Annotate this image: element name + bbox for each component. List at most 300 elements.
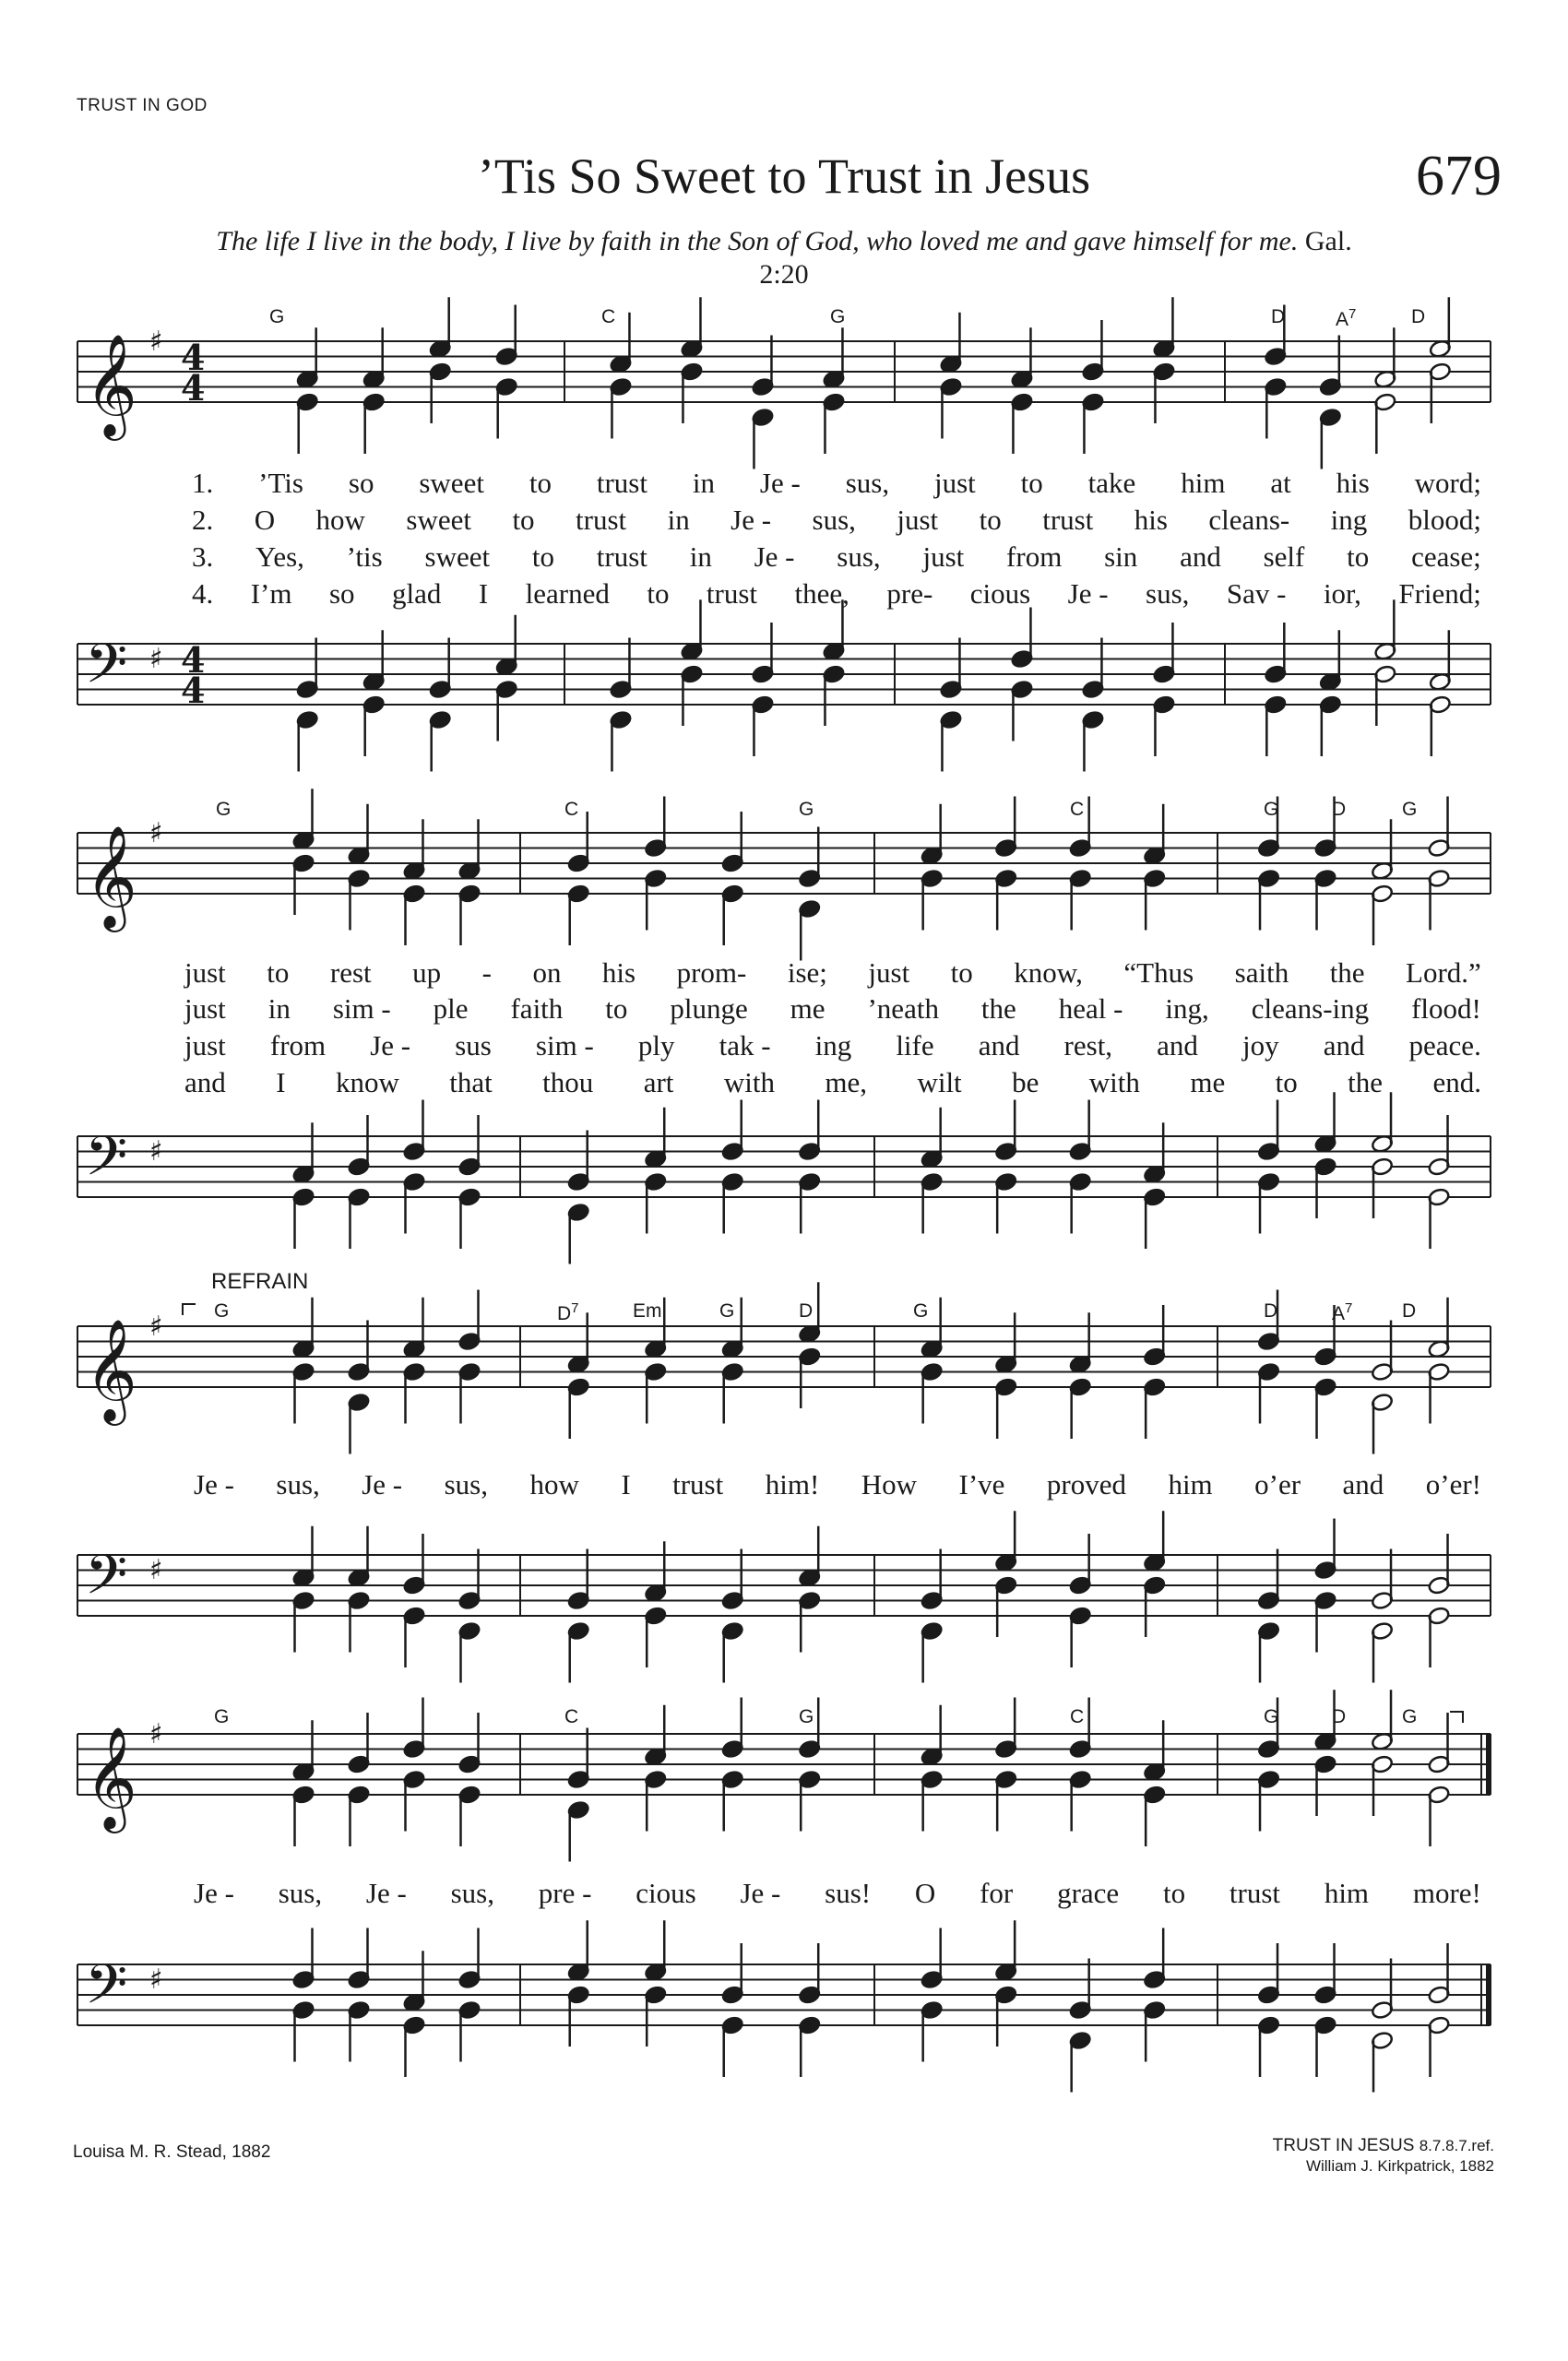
lyric-syllable: up	[412, 956, 442, 989]
note	[296, 392, 319, 454]
note	[644, 1541, 667, 1603]
note	[994, 1312, 1017, 1374]
lyric-syllable: know	[335, 1066, 399, 1098]
sharp-icon: ♯	[149, 817, 163, 849]
note	[348, 1713, 371, 1774]
note	[721, 1698, 744, 1760]
note	[921, 869, 944, 931]
note	[994, 1770, 1017, 1832]
note	[1428, 1785, 1451, 1846]
note	[458, 1115, 481, 1177]
note	[296, 710, 319, 772]
note	[458, 1290, 481, 1352]
note	[644, 1705, 667, 1767]
sharp-icon: ♯	[149, 1135, 163, 1168]
note	[1143, 1122, 1166, 1184]
lyric-syllable: so	[348, 467, 374, 499]
lyric-syllable: Je -	[370, 1029, 411, 1062]
note	[567, 1377, 590, 1439]
lyric-syllable: -	[481, 956, 492, 989]
lyric-syllable: Lord.”	[1406, 956, 1481, 989]
note	[1371, 884, 1394, 945]
note	[292, 1928, 315, 1990]
note	[1069, 1770, 1092, 1832]
note	[752, 623, 775, 684]
note	[1428, 1298, 1451, 1359]
lyric-syllable: peace.	[1408, 1029, 1481, 1062]
note	[1082, 638, 1105, 700]
lyric-syllable: learned	[525, 577, 610, 610]
note	[1257, 1770, 1280, 1832]
lyric-syllable: just	[868, 956, 910, 989]
lyric-syllable: pre -	[538, 1877, 592, 1909]
lyric-syllable: Je -	[740, 1877, 781, 1909]
note	[1143, 1720, 1166, 1782]
lyric-syllable: Je -	[194, 1877, 234, 1909]
time-signature: 4	[181, 367, 206, 409]
note	[994, 1985, 1017, 2047]
lyric-syllable: heal -	[1058, 992, 1123, 1025]
note	[1143, 804, 1166, 866]
note	[1371, 1959, 1394, 2021]
note	[292, 2000, 315, 2062]
lyric-syllable: how	[529, 1468, 579, 1501]
lyric-syllable: art	[643, 1066, 674, 1098]
lyric-syllable: Je -	[754, 540, 795, 573]
note	[921, 1928, 944, 1990]
chord-symbol: G	[719, 1300, 735, 1322]
chord-symbol: $A^7$	[1332, 1300, 1353, 1324]
chord-symbol: C	[601, 306, 616, 327]
chord-symbol: G	[214, 1706, 230, 1727]
note	[921, 1362, 944, 1424]
note	[567, 1621, 590, 1683]
lyric-syllable: 2.	[192, 504, 214, 536]
note	[429, 710, 452, 772]
note	[921, 1705, 944, 1767]
lyric-syllable: tak -	[719, 1029, 771, 1062]
note	[994, 1100, 1017, 1162]
note	[348, 2000, 371, 2062]
note	[823, 327, 846, 389]
note	[403, 1606, 426, 1667]
sharp-icon: ♯	[149, 1311, 163, 1343]
note	[721, 884, 744, 945]
note	[610, 377, 633, 439]
note	[1371, 1321, 1394, 1382]
note	[348, 1785, 371, 1846]
chord-symbol: C	[1070, 799, 1085, 820]
lyric-syllable: his	[601, 956, 636, 989]
note	[721, 1621, 744, 1683]
note	[1428, 1606, 1451, 1667]
treble-clef-icon: 𝄞	[85, 1726, 137, 1829]
lyric-syllable: me	[790, 992, 826, 1025]
note	[1143, 1785, 1166, 1846]
note	[798, 1591, 821, 1653]
note	[798, 1943, 821, 2005]
note	[292, 1122, 315, 1184]
lyric-syllable: him	[1181, 467, 1226, 499]
lyric-syllable: I	[621, 1468, 631, 1501]
note	[721, 1770, 744, 1832]
note	[644, 1920, 667, 1982]
lyric-syllable: trust	[672, 1468, 724, 1501]
bass-clef-icon: 𝄢	[85, 1542, 128, 1620]
treble-clef-icon: 𝄞	[85, 1318, 137, 1421]
lyric-syllable: and	[1323, 1029, 1365, 1062]
note	[403, 819, 426, 881]
lyric-syllable: sus,	[1146, 577, 1190, 610]
note	[994, 1172, 1017, 1234]
note	[403, 1100, 426, 1162]
note	[1069, 1172, 1092, 1234]
note	[567, 1728, 590, 1790]
lyric-syllable: to	[267, 956, 290, 989]
lyric-syllable: ing	[1330, 504, 1368, 536]
note	[567, 1800, 590, 1862]
lyric-syllable: to	[1347, 540, 1370, 573]
lyric-syllable: plunge	[670, 992, 748, 1025]
lyric-syllable: in	[689, 540, 712, 573]
chord-symbol: G	[1264, 799, 1279, 820]
chord-symbol: C	[1070, 1706, 1085, 1727]
note	[921, 1172, 944, 1234]
lyric-syllable: to	[1275, 1066, 1298, 1098]
note	[1143, 1928, 1166, 1990]
note	[1153, 694, 1176, 756]
lyric-syllable: Sav -	[1226, 577, 1287, 610]
note	[458, 1621, 481, 1683]
lyric-syllable: from	[1006, 540, 1063, 573]
note	[1153, 623, 1176, 684]
note	[458, 819, 481, 881]
lyric-syllable: o’er!	[1425, 1468, 1481, 1501]
lyric-syllable: sim -	[332, 992, 391, 1025]
lyric-syllable: just	[933, 467, 976, 499]
note	[1143, 1511, 1166, 1572]
lyric-syllable: prom-	[676, 956, 747, 989]
lyric-syllable: word;	[1414, 467, 1481, 499]
lyric-syllable: o’er	[1254, 1468, 1301, 1501]
lyric-syllable: that	[449, 1066, 493, 1098]
lyric-syllable: self	[1263, 540, 1305, 573]
lyric-syllable: cleans-ing	[1251, 992, 1370, 1025]
note	[752, 408, 775, 469]
lyric-syllable: glad	[392, 577, 442, 610]
note	[1011, 392, 1034, 454]
sharp-icon: ♯	[149, 1964, 163, 1996]
sharp-icon: ♯	[149, 1554, 163, 1586]
note	[798, 1172, 821, 1234]
chord-symbol: D	[1411, 306, 1426, 327]
note	[403, 1298, 426, 1359]
note	[1429, 297, 1452, 359]
note	[644, 1770, 667, 1832]
chord-symbol: G	[1264, 1706, 1279, 1727]
note	[994, 1920, 1017, 1982]
note	[940, 710, 963, 772]
lyric-syllable: 4.	[192, 577, 214, 610]
note	[362, 630, 386, 692]
lyric-syllable: me	[1190, 1066, 1226, 1098]
lyric-syllable: faith	[510, 992, 564, 1025]
note	[994, 869, 1017, 931]
note	[495, 305, 518, 367]
note	[292, 1187, 315, 1249]
note	[1264, 377, 1287, 439]
lyric-line	[184, 992, 1481, 1026]
note	[1314, 1591, 1337, 1653]
note	[1069, 1959, 1092, 2021]
note	[1428, 869, 1451, 931]
lyric-syllable: trust	[596, 540, 647, 573]
note	[1429, 694, 1452, 756]
note	[798, 1100, 821, 1162]
chord-symbol: D	[1271, 306, 1286, 327]
lyric-syllable: ply	[637, 1029, 675, 1062]
chord-symbol: D	[1332, 1706, 1347, 1727]
chord-symbol: C	[564, 1706, 579, 1727]
note	[403, 1172, 426, 1234]
note	[429, 297, 452, 359]
lyric-syllable: to	[512, 504, 535, 536]
note	[994, 1575, 1017, 1637]
lyric-syllable: trust	[576, 504, 627, 536]
hymn-title: ’Tis So Sweet to Trust in Jesus	[477, 148, 1091, 204]
lyric-syllable: take	[1087, 467, 1136, 499]
lyric-syllable: the	[1348, 1066, 1384, 1098]
lyric-syllable: just	[184, 1029, 226, 1062]
note	[1428, 2015, 1451, 2077]
note	[681, 362, 704, 423]
lyric-syllable: blood;	[1408, 504, 1481, 536]
note	[1314, 869, 1337, 931]
note	[798, 827, 821, 889]
note	[296, 638, 319, 700]
note	[429, 362, 452, 423]
note	[1428, 1713, 1451, 1774]
lyric-syllable: Je -	[1067, 577, 1109, 610]
lyric-syllable: pre-	[886, 577, 933, 610]
tune-credit	[1273, 2136, 1494, 2177]
time-signature: 4	[181, 639, 206, 681]
lyric-syllable: just	[922, 540, 965, 573]
lyric-syllable: 1.	[192, 467, 214, 499]
note	[681, 664, 704, 726]
lyric-syllable: rest,	[1063, 1029, 1113, 1062]
chord-symbol: G	[216, 799, 232, 820]
note	[1069, 869, 1092, 931]
note	[1371, 2031, 1394, 2093]
lyric-line	[192, 577, 1481, 611]
note	[921, 1770, 944, 1832]
note	[1143, 2000, 1166, 2062]
note	[348, 1591, 371, 1653]
note	[940, 377, 963, 439]
note	[1069, 1534, 1092, 1596]
note	[403, 1362, 426, 1424]
chord-symbol: $A^7$	[1336, 306, 1357, 330]
note	[1143, 1187, 1166, 1249]
note	[994, 1377, 1017, 1439]
note	[403, 1770, 426, 1832]
note	[362, 327, 386, 389]
lyric-line	[192, 540, 1481, 574]
note	[1011, 608, 1034, 670]
lyric-syllable: to	[950, 956, 973, 989]
lyric-syllable: sus	[455, 1029, 492, 1062]
note	[403, 1951, 426, 2012]
lyric-syllable: I’m	[250, 577, 292, 610]
note	[1371, 1157, 1394, 1218]
note	[1069, 1606, 1092, 1667]
note	[1257, 1621, 1280, 1683]
lyric-syllable: the	[980, 992, 1016, 1025]
note	[1428, 1115, 1451, 1177]
lyric-syllable: him	[1168, 1468, 1213, 1501]
lyric-line	[184, 1029, 1481, 1062]
lyric-syllable: saith	[1234, 956, 1289, 989]
note	[644, 1985, 667, 2047]
time-signature: 4	[181, 337, 206, 378]
lyric-syllable: more!	[1412, 1877, 1481, 1909]
lyric-syllable: Je -	[194, 1468, 234, 1501]
note	[798, 2015, 821, 2077]
lyric-syllable: flood!	[1411, 992, 1481, 1025]
chord-symbol: G	[1402, 1706, 1418, 1727]
note	[1314, 1754, 1337, 1816]
lyric-syllable: thou	[542, 1066, 594, 1098]
lyric-syllable: and	[1342, 1468, 1384, 1501]
note	[403, 2015, 426, 2077]
lyric-syllable: and	[184, 1066, 226, 1098]
note	[567, 1985, 590, 2047]
lyric-syllable: at	[1270, 467, 1291, 499]
note	[348, 1115, 371, 1177]
note	[1314, 1092, 1337, 1154]
lyric-line	[192, 504, 1481, 537]
note	[1257, 869, 1280, 931]
note	[798, 1347, 821, 1408]
bass-clef-icon: 𝄢	[85, 1952, 128, 2030]
note	[1373, 392, 1396, 454]
lyric-line	[194, 1468, 1481, 1501]
note	[348, 1187, 371, 1249]
lyric-syllable: ise;	[787, 956, 827, 989]
composer: William J. Kirkpatrick, 1882	[1305, 2157, 1494, 2175]
lyric-syllable: ior,	[1323, 577, 1361, 610]
lyric-syllable: “Thus	[1123, 956, 1194, 989]
bass-clef-icon: 𝄢	[85, 631, 128, 709]
lyric-syllable: sim -	[535, 1029, 594, 1062]
note	[567, 1131, 590, 1192]
note	[1143, 869, 1166, 931]
lyric-syllable: proved	[1046, 1468, 1126, 1501]
lyric-syllable: sus!	[825, 1877, 872, 1909]
chord-symbol: G	[830, 306, 846, 327]
lyric-syllable: just	[897, 504, 939, 536]
lyric-syllable: to	[647, 577, 670, 610]
note	[1371, 1393, 1394, 1454]
lyric-syllable: the	[1329, 956, 1365, 989]
note	[403, 1698, 426, 1760]
lyric-syllable: from	[269, 1029, 327, 1062]
lyric-syllable: joy	[1241, 1029, 1279, 1062]
lyric-syllable: rest	[329, 956, 372, 989]
lyric-syllable: sus,	[837, 540, 881, 573]
note	[940, 638, 963, 700]
note	[644, 797, 667, 859]
lyric-syllable: Yes,	[255, 540, 304, 573]
lyric-syllable: trust	[596, 467, 647, 499]
note	[1069, 1100, 1092, 1162]
note	[1257, 1943, 1280, 2005]
note	[721, 1100, 744, 1162]
lyric-syllable: ple	[433, 992, 469, 1025]
note	[495, 615, 518, 677]
lyric-syllable: in	[692, 467, 715, 499]
note	[1314, 2015, 1337, 2077]
chord-symbol: G	[799, 1706, 814, 1727]
meter: 8.7.8.7.ref.	[1419, 2137, 1494, 2154]
note	[1319, 336, 1342, 397]
note	[292, 1785, 315, 1846]
lyric-syllable: sus,	[812, 504, 856, 536]
lyric-syllable: cious	[969, 577, 1031, 610]
note	[1257, 1100, 1280, 1162]
note	[1319, 630, 1342, 692]
note	[798, 1770, 821, 1832]
lyric-syllable: sweet	[424, 540, 491, 573]
note	[752, 336, 775, 397]
note	[292, 1362, 315, 1424]
note	[458, 1549, 481, 1611]
lyric-line	[184, 1066, 1481, 1099]
lyric-syllable: trust	[1229, 1877, 1281, 1909]
lyric-syllable: grace	[1057, 1877, 1120, 1909]
note	[292, 789, 315, 850]
note	[458, 1928, 481, 1990]
note	[567, 884, 590, 945]
note	[458, 1713, 481, 1774]
lyric-syllable: Friend;	[1398, 577, 1481, 610]
lyric-syllable: cease;	[1411, 540, 1481, 573]
note	[610, 710, 633, 772]
note	[458, 2000, 481, 2062]
hymn-number: 679	[1416, 145, 1502, 208]
note	[1319, 408, 1342, 469]
epigraph-text: The life I live in the body, I live by faith in the Son of God, who loved me and gave himself for me.	[216, 226, 1299, 256]
lyric-syllable: be	[1012, 1066, 1039, 1098]
lyric-syllable: life	[896, 1029, 934, 1062]
note	[644, 1108, 667, 1169]
note	[1371, 1754, 1394, 1816]
note	[1264, 623, 1287, 684]
chord-symbol: G	[214, 1300, 230, 1322]
note	[567, 1549, 590, 1611]
note	[362, 392, 386, 454]
lyric-syllable: trust	[706, 577, 758, 610]
note	[1257, 1362, 1280, 1424]
note	[1257, 1549, 1280, 1611]
note	[292, 1526, 315, 1588]
note	[798, 899, 821, 961]
sharp-icon: ♯	[149, 326, 163, 358]
chord-symbol: D	[1332, 799, 1347, 820]
lyric-line	[184, 956, 1481, 990]
lyric-syllable: ing,	[1165, 992, 1209, 1025]
